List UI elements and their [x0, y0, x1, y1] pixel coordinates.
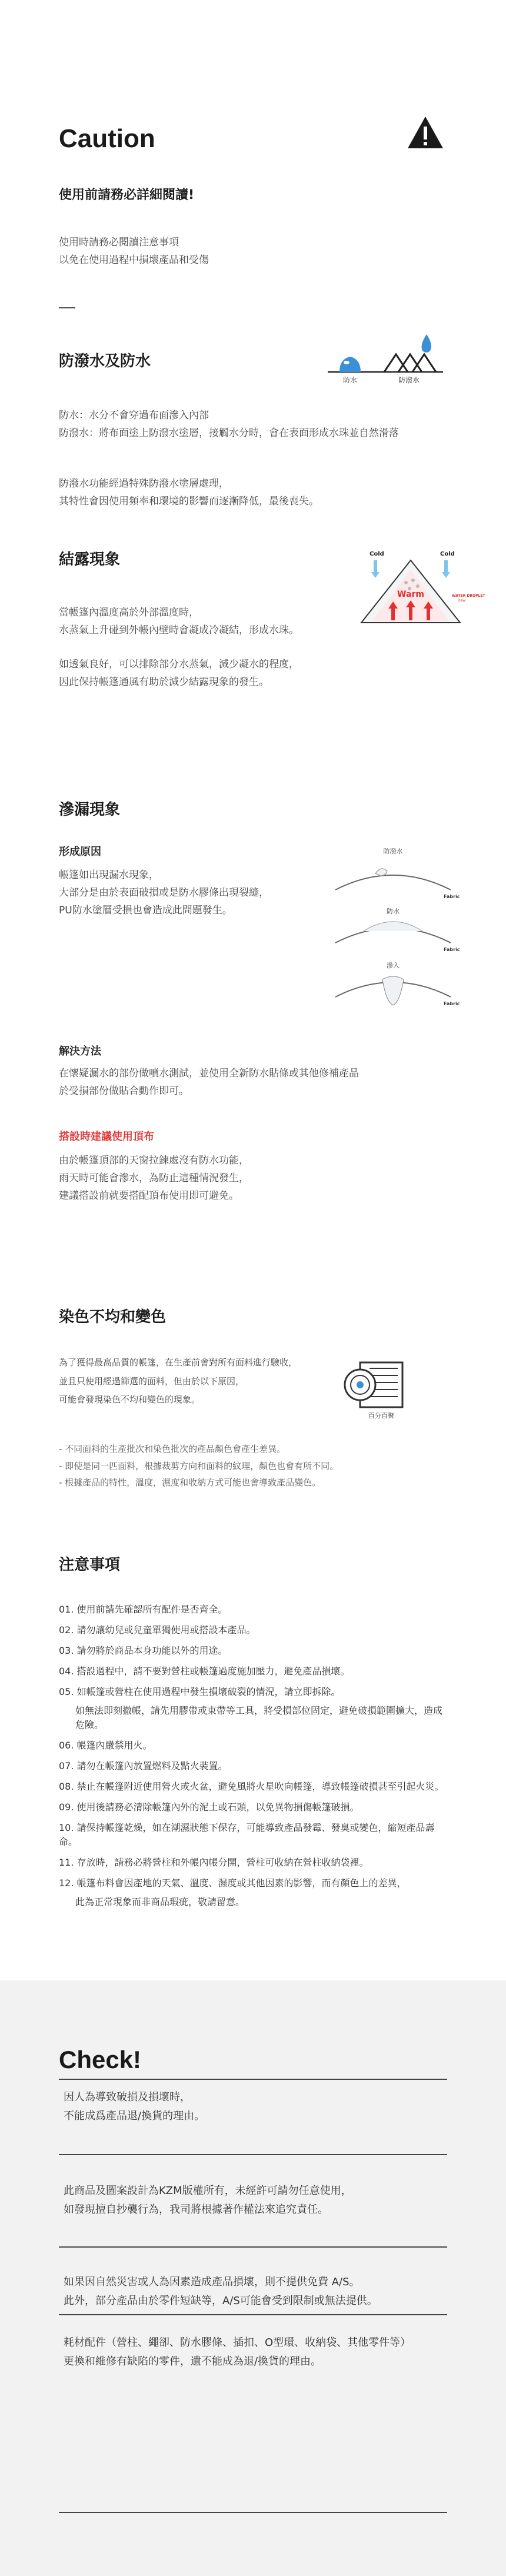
- notice-extra: 如無法即刻撤帳，請先用膠帶或束帶等工具，將受損部位固定，避免破損範圍擴大，造成危險。: [75, 1705, 443, 1730]
- check-divider: [59, 2154, 447, 2155]
- seepage-label-fabric: Fabric: [444, 1001, 460, 1006]
- seepage-solution-title: 解決方法: [59, 1045, 101, 1058]
- caution-intro-line: 以免在使用過程中損壞產品和受傷: [59, 254, 209, 266]
- dye-title: 染色不均和變色: [59, 1308, 167, 1326]
- notice-text: 04. 搭設過程中，請不要對營柱或帳篷過度施加壓力，避免產品損壞。: [59, 1666, 350, 1677]
- dye-body-line: 並且只使用經過篩選的面料，但由於以下原因，: [59, 1375, 245, 1387]
- check-line: 此外，部分產品由於零件短缺等，A/S可能會受到限制或無法提供。: [64, 2294, 378, 2307]
- setup-title: 搭設時建議使用頂布: [59, 1131, 154, 1143]
- notice-text: 07. 請勿在帳篷內放置燃料及點火裝置。: [59, 1760, 228, 1771]
- seepage-label-waterproof: 防水: [387, 908, 400, 915]
- setup-body-line: 雨天時可能會滲水，為防止這種情況發生，: [59, 1172, 249, 1184]
- waterproof-note: [59, 476, 447, 511]
- dye-body-line: 可能會發現染色不均和變色的現象。: [59, 1394, 201, 1405]
- check-divider: [59, 2314, 447, 2315]
- check-line: 因人為導致破損及損壞時，: [64, 2091, 191, 2103]
- seepage-diagram: [334, 843, 460, 1013]
- diagram-label-water-repellent: 防潑水: [398, 376, 420, 384]
- notice-item: [59, 1856, 447, 1870]
- waterproof-title: 防潑水及防水: [59, 353, 151, 370]
- notice-text: 03. 請勿將於商品本身功能以外的用途。: [59, 1645, 228, 1656]
- seepage-label-repellent: 防潑水: [383, 847, 403, 855]
- notice-item: [59, 1821, 447, 1849]
- fabric-roll-label: 百分百聚: [368, 1412, 394, 1420]
- notice-item: [59, 1800, 447, 1814]
- notice-extra: 此為正常現象而非商品瑕疵，敬請留意。: [75, 1896, 245, 1907]
- check-line: 更換和維修有缺陷的零件，遺不能成為退/換貨的理由。: [64, 2355, 322, 2368]
- fabric-roll-icon: [342, 1351, 419, 1421]
- dye-note: - 不同面料的生產批次和染色批次的產品顏色會產生差異。: [59, 1444, 286, 1454]
- label-cold-left: Cold: [369, 551, 384, 557]
- notice-item: [59, 1664, 447, 1678]
- waterproof-note-line: 其特性會因使用頻率和環境的影響而逐漸降低，最後喪失。: [59, 495, 319, 507]
- notice-text: 06. 帳篷內嚴禁用火。: [59, 1740, 152, 1751]
- dye-notes: [59, 1441, 447, 1491]
- dye-note: - 即使是同一匹面料，根據裁剪方向和面料的紋理，顏色也會有所不同。: [59, 1460, 339, 1471]
- condensation-tip-line: 因此保持帳篷通風有助於減少結露現象的發生。: [59, 676, 269, 688]
- label-dew: Dew: [458, 599, 466, 603]
- check-paragraph: [59, 2334, 447, 2371]
- seepage-cause-title: 形成原因: [59, 846, 101, 858]
- waterproof-note-line: 防潑水功能經過特殊防潑水塗層處理，: [59, 478, 229, 490]
- check-paragraph: [59, 2273, 447, 2310]
- check-line: 不能成爲產品退/換貨的理由。: [64, 2109, 205, 2122]
- notice-text: 08. 禁止在帳篷附近使用營火或火盆，避免風將火星吹向帳篷，導致帳篷破損甚至引起火災。: [59, 1781, 444, 1792]
- notice-item: [59, 1685, 447, 1732]
- waterproof-definition: 防水：水分不會穿過布面滲入內部: [59, 410, 209, 421]
- check-paragraph: [59, 2182, 447, 2219]
- dye-body-line: 為了獲得最高品質的帳篷，在生產前會對所有面料進行驗收，: [59, 1357, 298, 1368]
- notice-item: [59, 1603, 447, 1617]
- notice-text: 02. 請勿讓幼兒或兒童單獨使用或搭設本產品。: [59, 1624, 256, 1636]
- condensation-tip: [59, 656, 447, 692]
- notice-item: [59, 1759, 447, 1773]
- condensation-body: [59, 604, 447, 640]
- divider: [59, 307, 75, 308]
- check-line: 如發現擅自抄襲行為，我司將根據著作權法來追究責任。: [64, 2203, 328, 2216]
- caution-subtitle: 使用前請務必詳細閱讀!: [59, 188, 195, 202]
- seepage-cause-line: 帳篷如出現漏水現象，: [59, 869, 159, 881]
- check-line: 如果因自然災害或人為因素造成產品損壞，則不提供免費 A/S。: [64, 2276, 360, 2288]
- check-paragraph: [59, 2088, 447, 2125]
- notice-text: 09. 使用後請務必清除帳篷內外的泥土或石頭，以免異物損傷帳篷破損。: [59, 1801, 359, 1813]
- caution-intro: [59, 234, 447, 270]
- seepage-label-fabric: Fabric: [444, 947, 460, 952]
- label-warm: Warm: [397, 590, 424, 599]
- label-cold-right: Cold: [440, 551, 455, 557]
- notice-text: 01. 使用前請先確認所有配件是否齊全。: [59, 1604, 228, 1615]
- check-divider: [59, 2512, 447, 2513]
- check-divider: [59, 2079, 447, 2080]
- condensation-body-line: 水蒸氣上升碰到外帳內壁時會凝成冷凝結，形成水珠。: [59, 624, 299, 636]
- caution-intro-line: 使用時請務必閱讀注意事項: [59, 237, 179, 248]
- notice-text: 10. 請保持帳篷乾燥，如在潮濕狀態下保存，可能導致產品發霉、發臭或變色，縮短產品壽命。: [59, 1822, 435, 1847]
- condensation-title: 結露現象: [59, 551, 121, 569]
- seepage-label-fabric: Fabric: [444, 894, 460, 899]
- check-title: Check!: [59, 2046, 142, 2073]
- check-divider: [59, 2246, 447, 2248]
- label-water-droplet: WATER DROPLET: [452, 594, 485, 598]
- check-line: 耗材配件（營柱、繩卻、防水膠條、插扣、O型環、收納袋、其他零件等）: [64, 2336, 411, 2349]
- notice-text: 11. 存放時，請務必將營柱和外帳內帳分開，營柱可收納在營柱收納袋裡。: [59, 1857, 369, 1868]
- seepage-title: 滲漏現象: [59, 801, 121, 819]
- caution-title: Caution: [59, 124, 155, 153]
- dye-note: - 根據產品的特性，溫度，濕度和收納方式可能也會導致產品變色。: [59, 1477, 321, 1488]
- notice-item: [59, 1876, 447, 1909]
- notices-list: [59, 1603, 447, 1916]
- seepage-label-seep: 滲入: [387, 962, 400, 969]
- notice-text: 05. 如帳篷或營柱在使用過程中發生損壞破裂的情況，請立即拆除。: [59, 1686, 341, 1697]
- seepage-solution: [59, 1065, 447, 1101]
- setup-body-line: 建議搭設前就要搭配頂布使用即可避免。: [59, 1189, 239, 1202]
- check-line: 此商品及圖案設計為KZM版權所有，未經許可請勿任意使用，: [64, 2185, 352, 2197]
- condensation-body-line: 當帳篷內溫度高於外部溫度時，: [59, 607, 199, 619]
- waterproof-definition: 防潑水：將布面塗上防潑水塗層，接觸水分時，會在表面形成水珠並自然滑落: [59, 427, 399, 439]
- notice-item: [59, 1623, 447, 1637]
- seepage-solution-line: 於受損部份做貼合動作即可。: [59, 1085, 189, 1097]
- condensation-tip-line: 如透氣良好，可以排除部分水蒸氣，減少凝水的程度，: [59, 659, 299, 670]
- notices-title: 注意事項: [59, 1556, 121, 1574]
- setup-body: [59, 1152, 447, 1205]
- waterproof-definitions: [59, 407, 447, 443]
- notice-item: [59, 1644, 447, 1658]
- seepage-cause-line: 大部分是由於表面破損或是防水膠條出現裂縫，: [59, 886, 269, 899]
- warning-icon: [406, 115, 445, 150]
- waterproof-diagram: [327, 330, 444, 388]
- diagram-label-waterproof: 防水: [342, 376, 358, 384]
- notice-text: 12. 帳篷布料會因產地的天氣、溫度、濕度或其他因素的影響，而有顏色上的差異，: [59, 1877, 407, 1889]
- seepage-cause-line: PU防水塗層受損也會造成此問題發生。: [59, 904, 232, 916]
- setup-body-line: 由於帳篷頂部的天窗拉鍊處沒有防水功能，: [59, 1155, 249, 1166]
- notice-item: [59, 1780, 447, 1794]
- notice-item: [59, 1739, 447, 1753]
- seepage-solution-line: 在懷疑漏水的部份做噴水測試，並使用全新防水貼條或其他修補產品: [59, 1068, 359, 1079]
